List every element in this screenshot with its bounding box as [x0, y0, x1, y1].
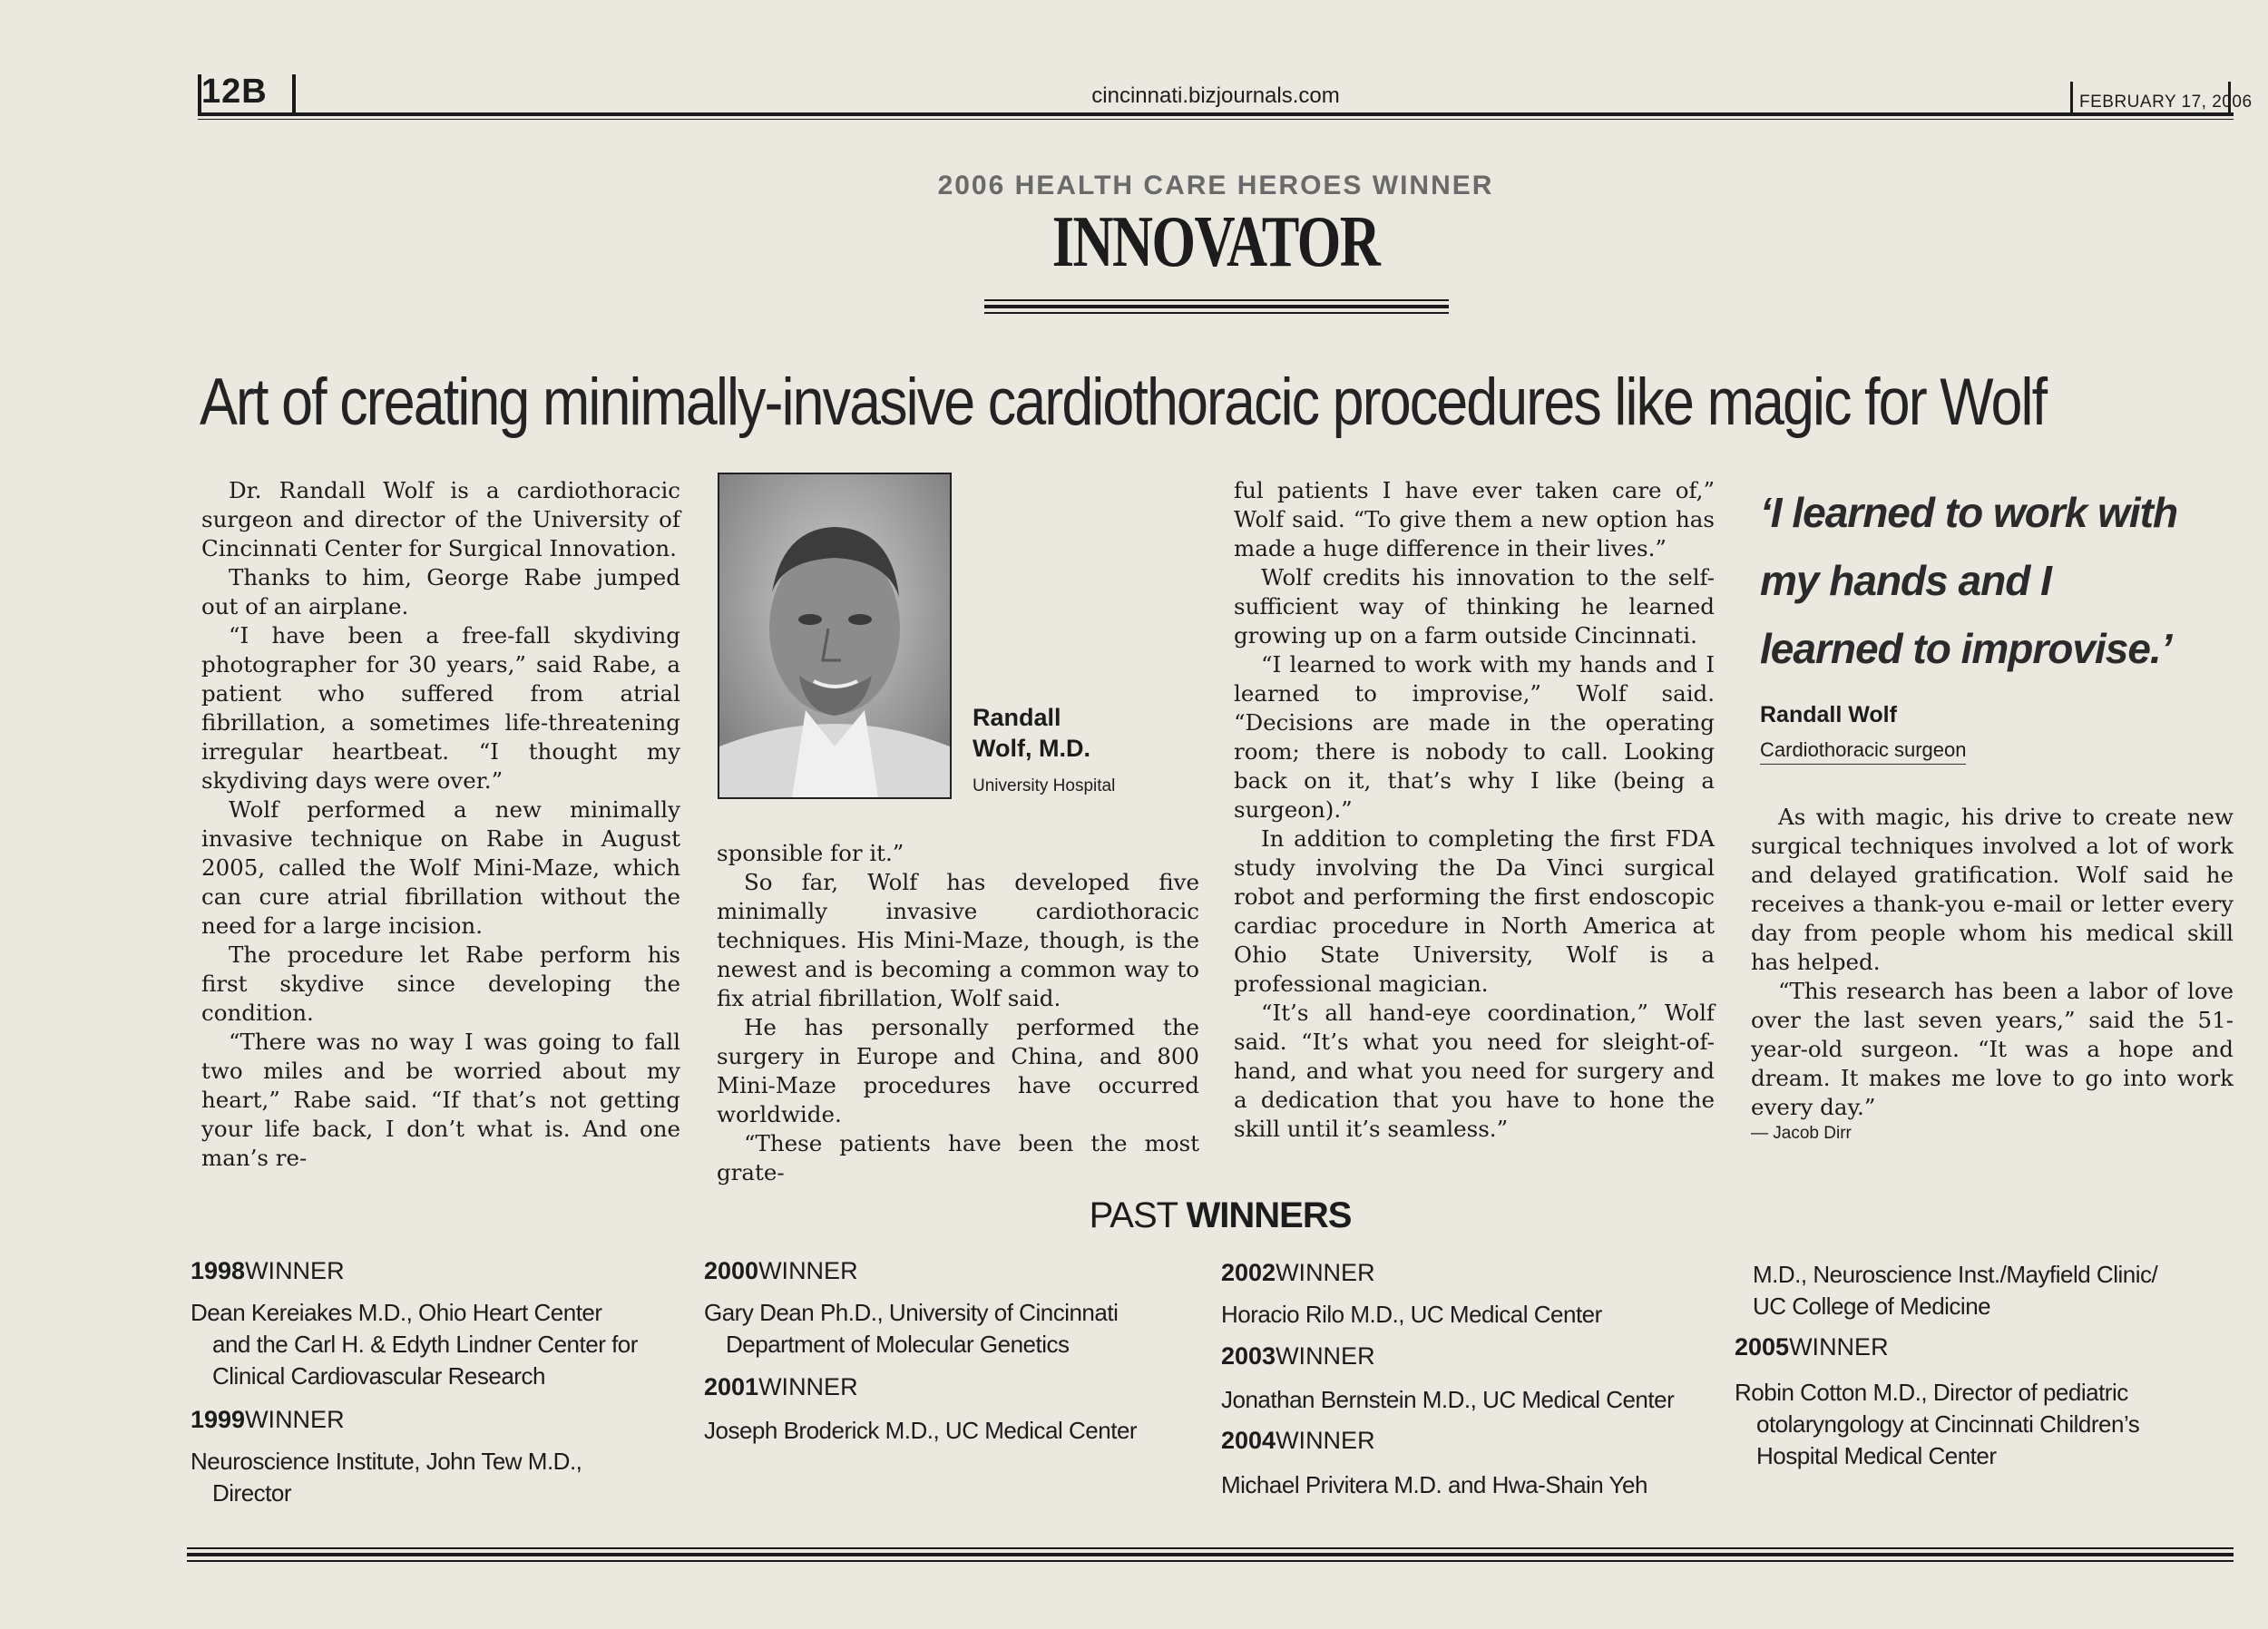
page-box-right [292, 74, 296, 116]
paragraph: “I learned to work with my hands and I learned to improvise,” Wolf said. “Decisions are made in the operating room; there is nobody to call. Looking back on it, that’s why I like (being a surgeon).” [1234, 651, 1715, 823]
winner-year-2001: 2001WINNER [704, 1373, 858, 1400]
date-box-left [2070, 82, 2073, 116]
section-rule-3 [984, 312, 1449, 314]
section-rule-2 [984, 305, 1449, 308]
pull-quote: ‘I learned to work with my hands and I learned to improvise.’ [1760, 489, 2178, 672]
randall-wolf-photo [718, 473, 952, 799]
section-title: INNOVATOR [1051, 202, 1380, 282]
masthead-rule-thin [198, 119, 2234, 120]
winner-year-2000: 2000WINNER [704, 1257, 858, 1284]
byline: — Jacob Dirr [1751, 1124, 1852, 1143]
footer-rule-2 [187, 1553, 2234, 1556]
winner-2003: Jonathan Bernstein M.D., UC Medical Center [1221, 1386, 1675, 1413]
winner-1999: Neuroscience Institute, John Tew M.D., Director [191, 1448, 582, 1507]
winner-1998: Dean Kereiakes M.D., Ohio Heart Center and the Carl H. & Edyth Lindner Center for Clinical Cardiovascular Research [191, 1299, 638, 1390]
paragraph: Thanks to him, George Rabe jumped out of an airplane. [201, 564, 680, 619]
pull-quote-title: Cardiothoracic surgeon [1760, 738, 1966, 765]
paragraph: ful patients I have ever taken care of,” Wolf said. “To give them a new option has made a huge difference in their lives.” [1234, 477, 1715, 561]
paragraph: As with magic, his drive to create new surgical techniques involved a lot of work and delayed gratification. Wolf said he receives a thank-you e-mail or letter every day from people whom his medical skill has helped. [1751, 804, 2234, 975]
photo-caption-name: Randall Wolf, M.D. [973, 704, 1090, 762]
portrait-image [719, 474, 950, 797]
photo-caption-affiliation: University Hospital [973, 776, 1116, 795]
winner-2004-continued: M.D., Neuroscience Inst./Mayfield Clinic/ UC College of Medicine [1753, 1261, 2158, 1320]
winner-2005: Robin Cotton M.D., Director of pediatric otolaryngology at Cincinnati Children’s Hospital Medical Center [1735, 1379, 2140, 1469]
section-rule-1 [984, 299, 1449, 301]
winner-2000: Gary Dean Ph.D., University of Cincinnati Department of Molecular Genetics [704, 1299, 1119, 1358]
masthead-rule-top [198, 112, 2234, 116]
article-column-1 [201, 476, 680, 1173]
winner-year-2003: 2003WINNER [1221, 1342, 1375, 1370]
site-url: cincinnati.bizjournals.com [1091, 83, 1340, 108]
paragraph: “This research has been a labor of love over the last seven years,” said the 51-year-old surgeon. “It was a hope and dream. It makes me love to go into work every day.” [1751, 978, 2234, 1120]
paragraph: “These patients have been the most grate- [717, 1130, 1199, 1185]
page-number: 12B [201, 73, 268, 111]
award-kicker: 2006 HEALTH CARE HEROES WINNER [937, 171, 1494, 200]
footer-rule-1 [187, 1547, 2234, 1549]
paragraph: “There was no way I was going to fall two miles and be worried about my heart,” Rabe said. “If that’s not getting your life back, I don’t what is. And one man’s re- [201, 1029, 680, 1171]
paragraph: So far, Wolf has developed five minimally invasive cardiothoracic techniques. His Mini-Maze, though, is the newest and is becoming a common way to fix atrial fibrillation, Wolf said. [717, 869, 1199, 1011]
winner-year-1998: 1998WINNER [191, 1257, 345, 1284]
winner-2002: Horacio Rilo M.D., UC Medical Center [1221, 1301, 1602, 1328]
winner-year-2002: 2002WINNER [1221, 1259, 1375, 1286]
footer-rule-3 [187, 1560, 2234, 1562]
pull-quote-name: Randall Wolf [1760, 702, 1897, 727]
winner-2001: Joseph Broderick M.D., UC Medical Center [704, 1417, 1138, 1444]
article-column-2 [717, 839, 1199, 1187]
paragraph: The procedure let Rabe perform his first skydive since developing the condition. [201, 941, 680, 1026]
winner-2004: Michael Privitera M.D. and Hwa-Shain Yeh [1221, 1471, 1647, 1498]
winner-year-1999: 1999WINNER [191, 1406, 345, 1433]
paragraph: Wolf performed a new minimally invasive technique on Rabe in August 2005, called the Wolf Mini-Maze, which can cure atrial fibrillation without the need for a large incision. [201, 796, 680, 939]
article-headline: Art of creating minimally-invasive cardiothoracic procedures like magic for Wolf [200, 366, 2047, 439]
paragraph: “It’s all hand-eye coordination,” Wolf said. “It’s what you need for sleight-of-hand, and what you need for surgery and a dedication that you have to hone the skill until it’s seamless.” [1234, 1000, 1715, 1142]
article-column-4 [1751, 803, 2234, 1146]
paragraph: In addition to completing the first FDA study involving the Da Vinci surgical robot and performing the first endoscopic cardiac procedure in North America at Ohio State University, Wolf is a professional magician. [1234, 825, 1715, 997]
paragraph: Dr. Randall Wolf is a cardiothoracic surgeon and director of the University of Cincinnati Center for Surgical Innovation. [201, 477, 680, 561]
paragraph: sponsible for it.” [717, 840, 904, 866]
paragraph: Wolf credits his innovation to the self-sufficient way of thinking he learned growing up on a farm outside Cincinnati. [1234, 564, 1715, 649]
paragraph: He has personally performed the surgery in Europe and China, and 800 Mini-Maze procedures have occurred worldwide. [717, 1014, 1199, 1127]
winner-year-2004: 2004WINNER [1221, 1427, 1375, 1454]
issue-date: FEBRUARY 17, 2006 [2079, 93, 2253, 112]
past-winners-title: PAST WINNERS [1089, 1195, 1352, 1235]
paragraph: “I have been a free-fall skydiving photographer for 30 years,” said Rabe, a patient who suffered from atrial fibrillation, a sometimes life-threatening irregular heartbeat. “I thought my skydiving days were over.” [201, 622, 680, 794]
winner-year-2005: 2005WINNER [1735, 1333, 1889, 1361]
article-column-3 [1234, 476, 1715, 1144]
